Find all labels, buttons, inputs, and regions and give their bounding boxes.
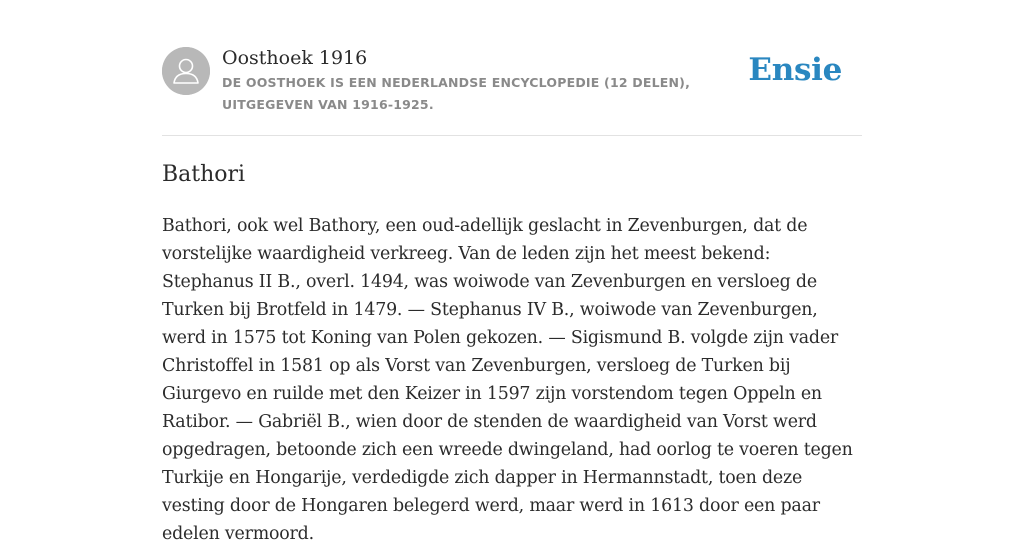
source-avatar[interactable] [162,47,210,95]
article-body: Bathori, ook wel Bathory, een oud-adellijk geslacht in Zevenburgen, dat de vorstelijke waardigheid verkreeg. Van de leden zijn het meest bekend: Stephanus II B., overl. 1494, was woiwode van Zevenburgen en versloeg de Turken bij Brotfeld in 1479. — Stephanus IV B., woiwode van Zevenburgen, werd in 1575 tot Koning van Polen gekozen. — Sigismund B. volgde zijn vader Christoffel in 1581 op als Vorst van Zevenburgen, versloeg de Turken bij Giurgevo en ruilde met den Keizer in 1597 zijn vorstendom tegen Oppeln en Ratibor. — Gabriël B., wien door de stenden de waardigheid van Vorst werd opgedragen, betoonde zich een wreede dwingeland, had oorlog te voeren tegen Turkije en Hongarije, verdedigde zich dapper in Hermannstadt, toen deze vesting door de Hongaren belegerd werd, maar werd in 1613 door een paar edelen vermoord. [162,216,853,544]
header-divider [162,135,862,136]
source-title[interactable]: Oosthoek 1916 [222,47,368,69]
user-silhouette-icon [162,47,210,95]
brand-logo-link[interactable]: Ensie [748,52,842,88]
article-title: Bathori [162,162,246,187]
source-header [162,46,862,116]
source-description: DE OOSTHOEK IS EEN NEDERLANDSE ENCYCLOPEDIE (12 DELEN), UITGEGEVEN VAN 1916-1925. [222,75,691,112]
